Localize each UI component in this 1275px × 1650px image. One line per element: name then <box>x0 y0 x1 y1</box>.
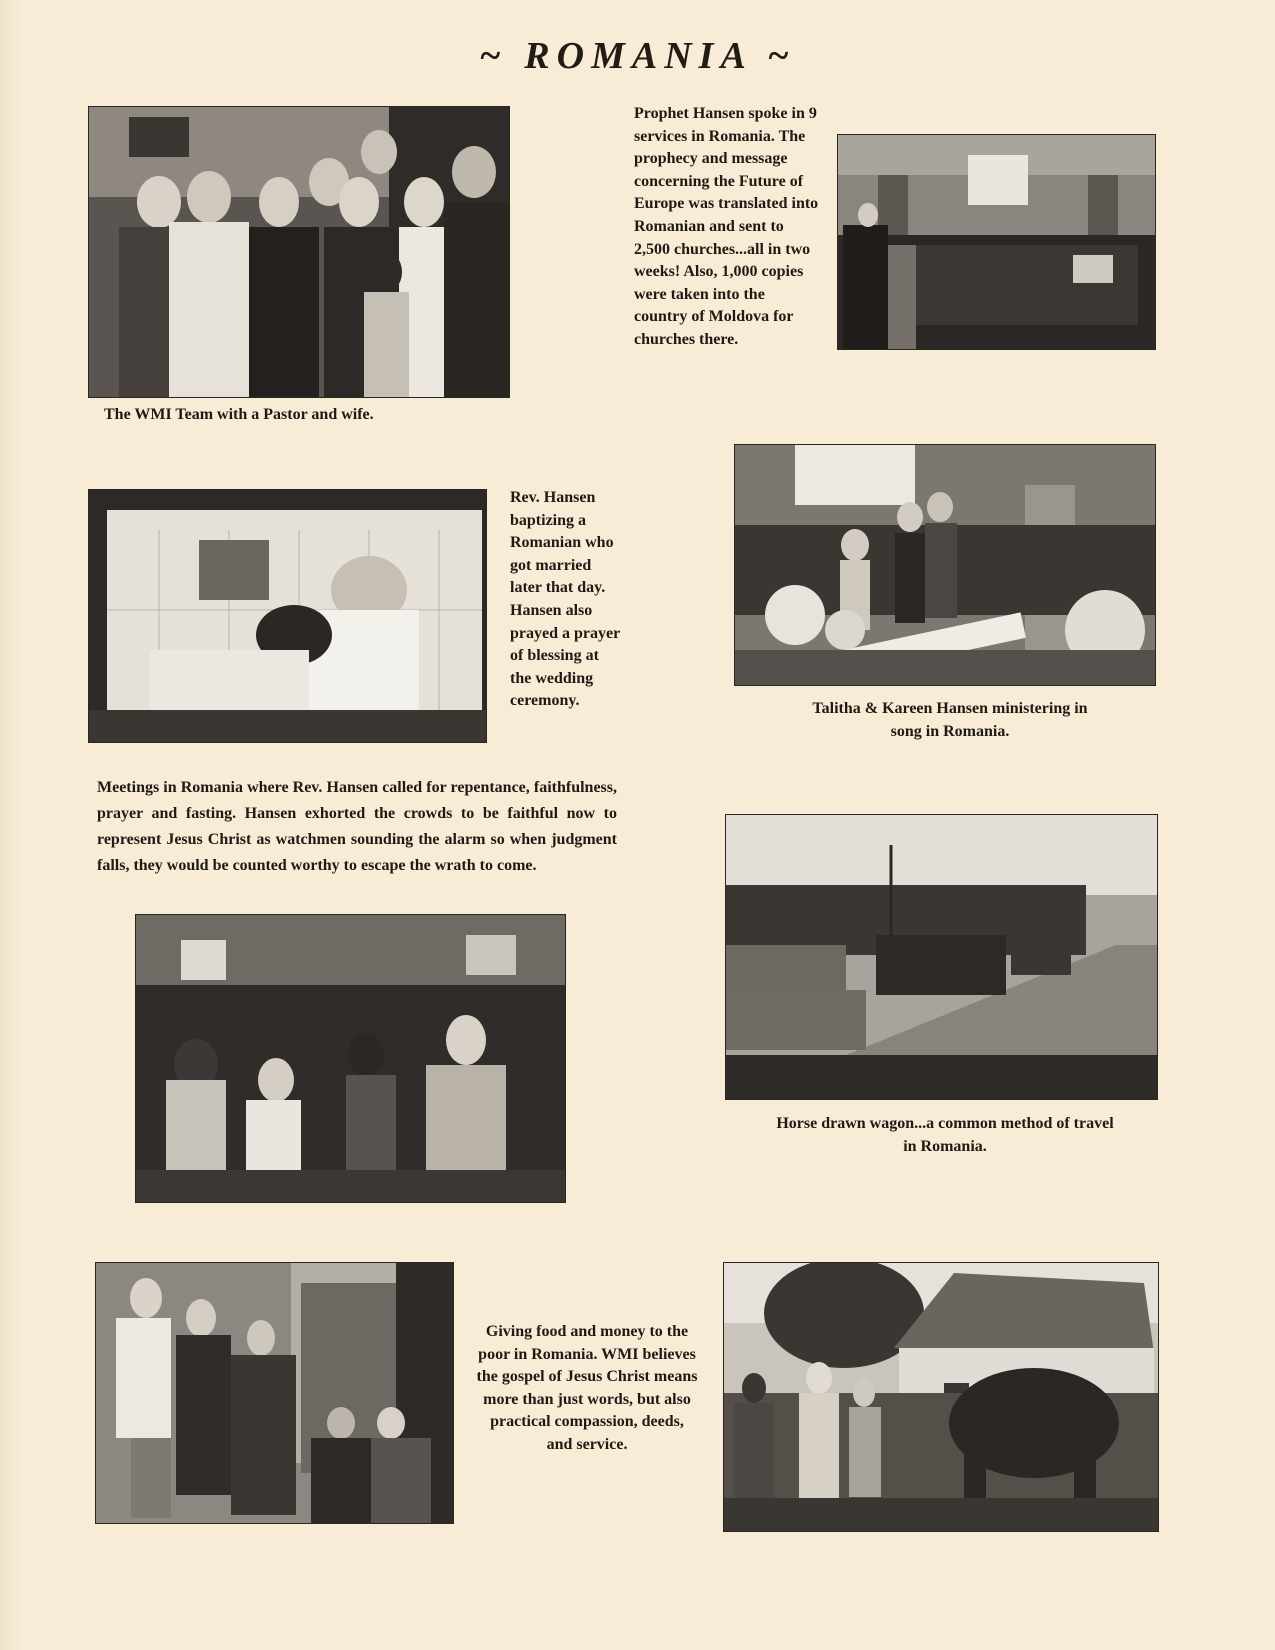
wagon-caption: Horse drawn wagon...a common method of travel in Romania. <box>776 1115 1114 1155</box>
prophet-text: Prophet Hansen spoke in 9 services in Romania. The prophecy and message concerning the Future of Europe was translated into Romanian and sent to 2,500 churches...all in two weeks! Also, 1,000 copies were taken into the country of Moldova for churches there. <box>634 105 819 348</box>
horse-wagon-photo <box>725 814 1158 1100</box>
meeting-crowd-photo <box>135 914 566 1203</box>
page-title: ~ ROMANIA ~ <box>479 35 796 77</box>
giving-text: Giving food and money to the poor in Romania. WMI believes the gospel of Jesus Christ means more than just words, but also practical compassion, deeds, and service. <box>476 1323 698 1453</box>
team-photo <box>88 106 510 398</box>
church-service-photo <box>837 134 1156 350</box>
team-caption: The WMI Team with a Pastor and wife. <box>104 406 374 423</box>
giving-food-photo <box>95 1262 454 1524</box>
singing-photo <box>734 444 1156 686</box>
baptism-text: Rev. Hansen baptizing a Romanian who got married later that day. Hansen also prayed a prayer of blessing at the wedding ceremony. <box>510 489 620 710</box>
singing-caption: Talitha & Kareen Hansen ministering in song in Romania. <box>812 700 1088 740</box>
baptism-photo <box>88 489 487 743</box>
page-edge-shadow <box>0 0 22 1650</box>
village-photo <box>723 1262 1159 1532</box>
meetings-text: Meetings in Romania where Rev. Hansen called for repentance, faithfulness, prayer and fasting. Hansen exhorted the crowds to be faithful now to represent Jesus Christ as watchmen sounding the alarm so when judgment falls, they would be counted worthy to escape the wrath to come. <box>97 779 617 874</box>
